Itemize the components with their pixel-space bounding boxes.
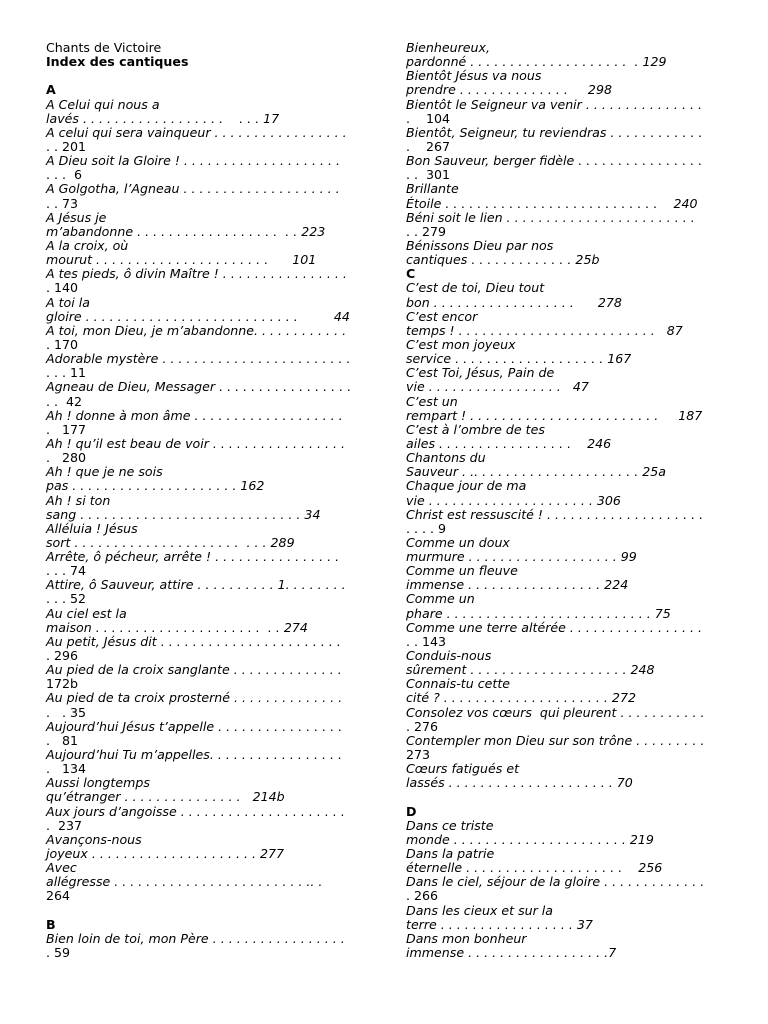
index-entry-line: Contempler mon Dieu sur son trône . . . . . . . . . [406, 732, 705, 748]
index-entry-line: 264 [46, 888, 71, 904]
index-entry-line: phare . . . . . . . . . . . . . . . . . . . . . . . . . . 75 [406, 605, 671, 621]
index-entry-line: Bien loin de toi, mon Père . . . . . . . . . . . . . . . . . [46, 930, 345, 946]
index-entry-line: A toi la [46, 294, 90, 310]
index-entry-line: immense . . . . . . . . . . . . . . . . . .7 [406, 945, 617, 960]
index-entry-line: . 280 [46, 450, 87, 466]
index-entry-line: Avec [46, 860, 77, 876]
index-entry-line: Comme une terre altérée . . . . . . . . . . . . . . . . . [406, 619, 702, 635]
index-entry-line: Au pied de la croix sanglante . . . . . . . . . . . . . . [46, 662, 342, 678]
index-entry-line: Aussi longtemps [46, 775, 150, 791]
index-entry-line: Cœurs fatigués et [406, 761, 520, 777]
index-entry-line: C’est de toi, Dieu tout [406, 280, 545, 296]
index-entry-line: Bienheureux, [406, 40, 490, 55]
index-entry-line: Béni soit le lien . . . . . . . . . . . . . . . . . . . . . . . . [406, 209, 695, 225]
section-letter: B [46, 916, 56, 932]
index-entry-line: . 140 [46, 280, 79, 296]
index-entry-line: Comme un fleuve [406, 563, 518, 579]
index-entry-line: éternelle . . . . . . . . . . . . . . . . . . . . 256 [406, 860, 663, 876]
index-entry-line: 273 [406, 747, 431, 763]
section-letter: A [46, 82, 56, 98]
index-entry-line: . 266 [406, 888, 439, 904]
section-letter: D [406, 803, 417, 819]
index-entry-line: m’abandonne . . . . . . . . . . . . . . . . . . . . 223 [46, 223, 326, 239]
index-entry-line: Avançons-nous [46, 831, 142, 847]
index-entry-line: 172b [46, 676, 79, 692]
index-entry-line: Bon Sauveur, berger fidèle . . . . . . . . . . . . . . . . [406, 153, 703, 169]
index-entry-line: . . 73 [46, 195, 79, 211]
index-entry-line: Bientôt le Seigneur va venir . . . . . . . . . . . . . . . [406, 96, 702, 112]
blank-line [406, 790, 724, 804]
index-entry-line: C’est à l’ombre de tes [406, 421, 545, 437]
index-entry-line: A Jésus je [46, 209, 107, 225]
index-entry-line: Dans mon bonheur [406, 930, 527, 946]
index-entry-line: . . 35 [46, 704, 87, 720]
index-entry-line: monde . . . . . . . . . . . . . . . . . . . . . . 219 [406, 831, 654, 847]
index-entry-line: Dans le ciel, séjour de la gloire . . . . . . . . . . . . . [406, 874, 705, 890]
index-entry-line: . 237 [46, 817, 83, 833]
index-entry-line: bon . . . . . . . . . . . . . . . . . . 278 [406, 294, 622, 310]
index-entry-line: . . 143 [406, 633, 447, 649]
index-entry-line: maison . . . . . . . . . . . . . . . . . . . . . . . 274 [46, 619, 308, 635]
index-entry-line: temps ! . . . . . . . . . . . . . . . . . . . . . . . . . 87 [406, 322, 683, 338]
index-entry-line: C’est encor [406, 308, 478, 324]
index-entry-line: . 59 [46, 945, 71, 960]
index-entry-line: cantiques . . . . . . . . . . . . . 25b [406, 252, 600, 268]
index-entry-line: A la croix, où [46, 237, 129, 253]
index-entry-line: . . . 52 [46, 591, 87, 607]
index-entry-line: mourut . . . . . . . . . . . . . . . . . . . . . . 101 [46, 252, 317, 268]
index-entry-line: Attire, ô Sauveur, attire . . . . . . . . . . 1. . . . . . . . [46, 577, 346, 593]
index-entry-line: Consolez vos cœurs qui pleurent . . . . . . . . . . . [406, 704, 705, 720]
index-entry-line: Dans ce triste [406, 817, 494, 833]
index-entry-line: Au petit, Jésus dit . . . . . . . . . . . . . . . . . . . . . . . [46, 633, 341, 649]
index-entry-line: . 81 [46, 732, 79, 748]
index-entry-line: ailes . . . . . . . . . . . . . . . . . 246 [406, 435, 612, 451]
index-entry-line: qu’étranger . . . . . . . . . . . . . . . 214b [46, 789, 285, 805]
index-entry-line: . 177 [46, 421, 87, 437]
index-entry-line: A Golgotha, l’Agneau . . . . . . . . . . . . . . . . . . . . [46, 181, 340, 197]
index-entry-line: Bientôt, Seigneur, tu reviendras . . . . . . . . . . . . [406, 124, 703, 140]
index-entry-line: . . 301 [406, 167, 451, 183]
index-entry-line: Chaque jour de ma [406, 478, 527, 494]
index-entry-line: Brillante [406, 181, 459, 197]
index-entry-line: Ah ! donne à mon âme . . . . . . . . . . . . . . . . . . . [46, 407, 343, 423]
index-entry-line: Au ciel est la [46, 605, 127, 621]
index-entry-line: Étoile . . . . . . . . . . . . . . . . . . . . . . . . . . . 240 [406, 195, 698, 211]
index-entry-line: Bénissons Dieu par nos [406, 237, 554, 253]
index-entry-line: murmure . . . . . . . . . . . . . . . . . . . 99 [406, 549, 637, 565]
index-entry-line: Chantons du [406, 450, 486, 466]
left-index-column [46, 41, 364, 960]
index-entry-line: Comme un [406, 591, 475, 607]
index-entry-line: Ah ! si ton [46, 492, 111, 508]
index-entry-line: . 296 [46, 648, 79, 664]
index-entry-line: Adorable mystère . . . . . . . . . . . . . . . . . . . . . . . . [46, 351, 351, 367]
index-entry-line: A toi, mon Dieu, je m’abandonne. . . . . . . . . . . . [46, 322, 347, 338]
section-letter: C [406, 266, 416, 282]
index-entry-line: prendre . . . . . . . . . . . . . . 298 [406, 82, 612, 98]
document-title: Chants de Victoire [46, 40, 162, 55]
index-entry-line: . . 42 [46, 393, 83, 409]
right-index-column [406, 41, 724, 960]
index-entry-line: A tes pieds, ô divin Maître ! . . . . . . . . . . . . . . . . [46, 266, 347, 282]
index-entry-line: sûrement . . . . . . . . . . . . . . . . . . . . 248 [406, 662, 655, 678]
index-entry-line: A Celui qui nous a [46, 96, 160, 112]
index-entry-line: Alléluia ! Jésus [46, 520, 138, 536]
blank-line [46, 69, 364, 83]
index-entry-line: gloire . . . . . . . . . . . . . . . . . . . . . . . . . . . 44 [46, 308, 350, 324]
index-entry-line: A celui qui sera vainqueur . . . . . . . . . . . . . . . . . [46, 124, 347, 140]
index-entry-line: . . 279 [406, 223, 447, 239]
index-entry-line: terre . . . . . . . . . . . . . . . . . 37 [406, 916, 593, 932]
index-entry-line: A Dieu soit la Gloire ! . . . . . . . . . . . . . . . . . . . . [46, 153, 341, 169]
index-entry-line: sort . . . . . . . . . . . . . . . . . . . . . . . . 289 [46, 534, 295, 550]
index-entry-line: service . . . . . . . . . . . . . . . . . . . 167 [406, 351, 632, 367]
index-entry-line: Dans la patrie [406, 846, 495, 862]
index-entry-line: Connais-tu cette [406, 676, 511, 692]
index-entry-line: rempart ! . . . . . . . . . . . . . . . . . . . . . . . . 187 [406, 407, 703, 423]
index-entry-line: Aujourd’hui Tu m’appelles. . . . . . . . . . . . . . . . . [46, 747, 342, 763]
index-entry-line: Agneau de Dieu, Messager . . . . . . . . . . . . . . . . . [46, 379, 352, 395]
index-entry-line: pas . . . . . . . . . . . . . . . . . . . . . 162 [46, 478, 265, 494]
index-entry-line: joyeux . . . . . . . . . . . . . . . . . . . . . 277 [46, 846, 285, 862]
index-entry-line: . . . . 9 [406, 520, 447, 536]
index-entry-line: cité ? . . . . . . . . . . . . . . . . . . . . . 272 [406, 690, 636, 706]
index-entry-line: pardonné . . . . . . . . . . . . . . . . . . . . . 129 [406, 54, 667, 70]
index-entry-line: Aux jours d’angoisse . . . . . . . . . . . . . . . . . . . . . [46, 803, 345, 819]
index-entry-line: . . . 6 [46, 167, 83, 183]
index-entry-line: immense . . . . . . . . . . . . . . . . . 224 [406, 577, 629, 593]
index-entry-line: vie . . . . . . . . . . . . . . . . . 47 [406, 379, 589, 395]
index-entry-line: Ah ! que je ne sois [46, 464, 163, 480]
index-entry-line: Aujourd’hui Jésus t’appelle . . . . . . . . . . . . . . . . [46, 718, 343, 734]
index-entry-line: Au pied de ta croix prosterné . . . . . . . . . . . . . . [46, 690, 343, 706]
index-entry-line: lavés . . . . . . . . . . . . . . . . . . . . . 17 [46, 110, 280, 126]
index-entry-line: Dans les cieux et sur la [406, 902, 554, 918]
index-entry-line: lassés . . . . . . . . . . . . . . . . . . . . . 70 [406, 775, 633, 791]
index-entry-line: . 276 [406, 718, 439, 734]
index-entry-line: . . 201 [46, 138, 87, 154]
index-entry-line: C’est Toi, Jésus, Pain de [406, 365, 555, 381]
index-entry-line: . 104 [406, 110, 451, 126]
blank-line [46, 904, 364, 918]
index-entry-line: Sauveur . .. . . . . . . . . . . . . . . . . . . . . 25a [406, 464, 666, 480]
index-entry-line: vie . . . . . . . . . . . . . . . . . . . . . 306 [406, 492, 621, 508]
index-entry-line: Conduis-nous [406, 648, 492, 664]
index-entry-line: Comme un doux [406, 534, 510, 550]
index-entry-line: C’est un [406, 393, 458, 409]
index-entry-line: Christ est ressuscité ! . . . . . . . . . . . . . . . . . . . . [406, 506, 704, 522]
index-entry-line: . 267 [406, 138, 451, 154]
index-entry-line: Arrête, ô pécheur, arrête ! . . . . . . . . . . . . . . . . [46, 549, 340, 565]
index-entry-line: Bientôt Jésus va nous [406, 68, 542, 84]
index-entry-line: . 170 [46, 336, 79, 352]
index-heading: Index des cantiques [46, 54, 189, 70]
index-entry-line: allégresse . . . . . . . . . . . . . . . . . . . . . . . . .. . [46, 874, 323, 890]
index-entry-line: . 134 [46, 761, 87, 777]
index-entry-line: C’est mon joyeux [406, 336, 516, 352]
index-entry-line: sang . . . . . . . . . . . . . . . . . . . . . . . . . . . . 34 [46, 506, 321, 522]
index-entry-line: . . . 11 [46, 365, 87, 381]
index-entry-line: . . . 74 [46, 563, 87, 579]
index-entry-line: Ah ! qu’il est beau de voir . . . . . . . . . . . . . . . . . [46, 435, 346, 451]
